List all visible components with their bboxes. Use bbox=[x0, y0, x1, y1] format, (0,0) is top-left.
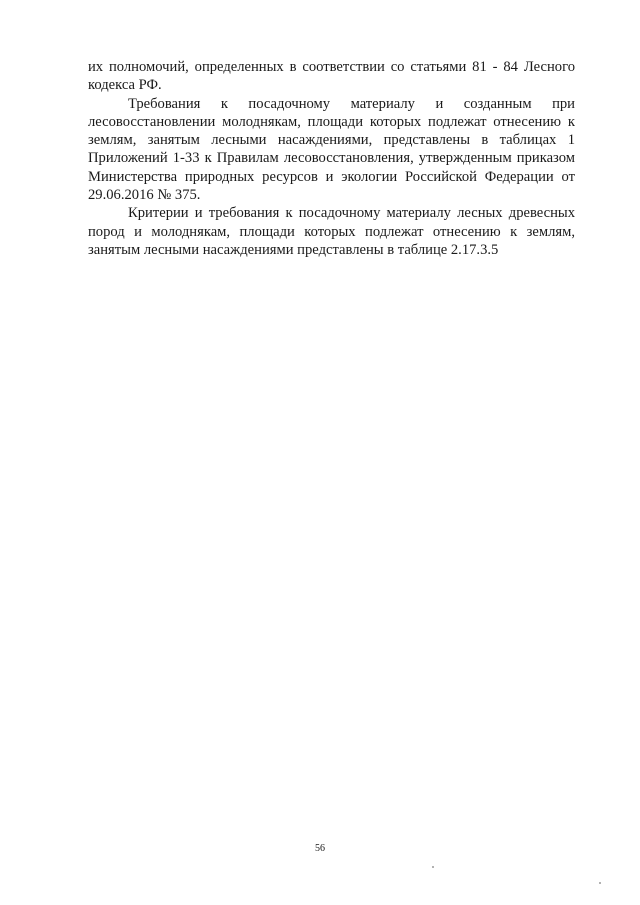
paragraph-continuation: их полномочий, определенных в соответствии со статьями 81 - 84 Лесного кодекса РФ. bbox=[88, 59, 575, 94]
paragraph-criteria: Критерии и требования к посадочному материалу лесных древесных пород и молоднякам, площади которых подлежат отнесению к землям, занятым лесными насаждениями представлены в таблице 2.17.3.5 bbox=[88, 205, 575, 258]
scan-speck bbox=[599, 882, 601, 884]
page-number: 56 bbox=[315, 843, 325, 854]
body-text bbox=[88, 58, 575, 259]
scan-speck bbox=[432, 866, 434, 868]
paragraph-planting-requirements: Требования к посадочному материалу и созданным при лесовосстановлении молоднякам, площади которых подлежат отнесению к землям, занятым лесными насаждениями, представлены в таблицах 1 Приложений 1-33 к Правилам лесовосстановления, утвержденным приказом Министерства природных ресурсов и экологии Российской Федерации от 29.06.2016 № 375. bbox=[88, 95, 575, 204]
